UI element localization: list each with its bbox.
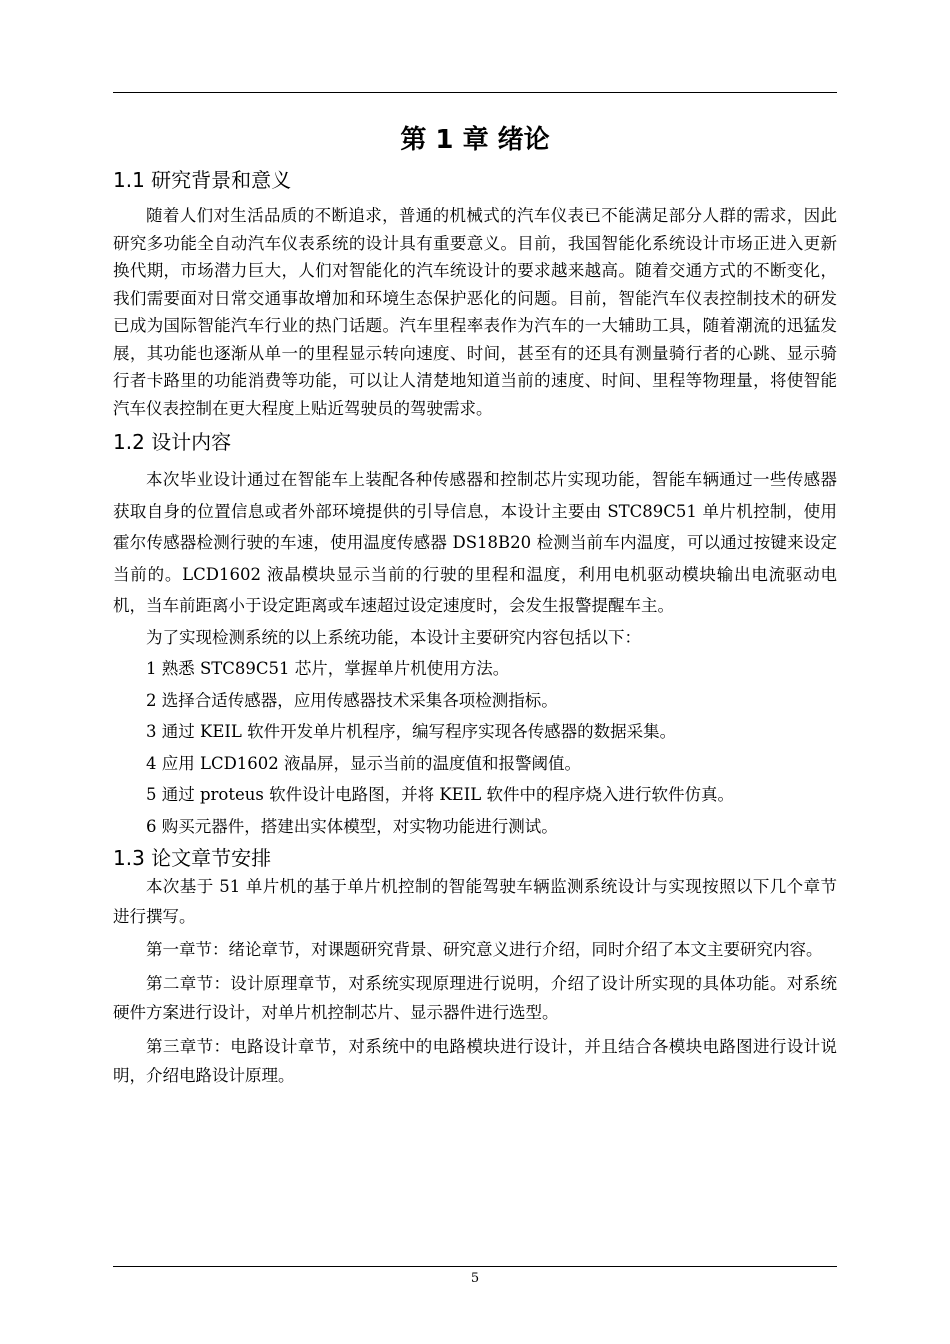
paragraph: 第三章节：电路设计章节，对系统中的电路模块进行设计，并且结合各模块电路图进行设计说明，介绍电路设计原理。 <box>113 1036 837 1085</box>
footer-rule <box>113 1266 837 1267</box>
list-item: 3 通过 KEIL 软件开发单片机程序，编写程序实现各传感器的数据采集。 <box>146 722 677 741</box>
paragraph: 随着人们对生活品质的不断追求，普通的机械式的汽车仪表已不能满足部分人群的需求，因此研究多功能全自动汽车仪表系统的设计具有重要意义。目前，我国智能化系统设计市场正进入更新换代期，市场潜力巨大，人们对智能化的汽车统设计的要求越来越高。随着交通方式的不断变化，我们需要面对日常交通事故增加和环境生态保护恶化的问题。目前，智能汽车仪表控制技术的研发已成为国际智能汽车行业的热门话题。汽车里程率表作为汽车的一大辅助工具，随着潮流的迅猛发展，其功能也逐渐从单一的里程显示转向速度、时间，甚至有的还具有测量骑行者的心跳、显示骑行者卡路里的功能消费等功能，可以让人清楚地知道当前的速度、时间、里程等物理量，将使智能汽车仪表控制在更大程度上贴近驾驶员的驾驶需求。 <box>113 206 837 418</box>
paragraph: 本次基于 51 单片机的基于单片机控制的智能驾驶车辆监测系统设计与实现按照以下几个章节进行撰写。 <box>113 877 837 926</box>
section-heading-1-1: 1.1 研究背景和意义 <box>113 168 292 192</box>
list-item: 6 购买元器件，搭建出实体模型，对实物功能进行测试。 <box>146 816 558 836</box>
paragraph: 为了实现检测系统的以上系统功能，本设计主要研究内容包括以下： <box>146 627 641 647</box>
paragraph: 第二章节：设计原理章节，对系统实现原理进行说明，介绍了设计所实现的具体功能。对系统硬件方案进行设计，对单片机控制芯片、显示器件进行选型。 <box>113 973 837 1022</box>
chapter-title: 第 1 章 绪论 <box>400 125 550 155</box>
list-item: 2 选择合适传感器，应用传感器技术采集各项检测指标。 <box>146 690 558 710</box>
header-rule <box>113 92 837 93</box>
paragraph: 本次毕业设计通过在智能车上装配各种传感器和控制芯片实现功能，智能车辆通过一些传感器获取自身的位置信息或者外部环境提供的引导信息，本设计主要由 STC89C51 单片机控制，使用霍尔传感器检测行驶的车速，使用温度传感器 DS18B20 检测当前车内温度，可以通过按键来设定当前的。LCD1602 液晶模块显示当前的行驶的里程和温度，利用电机驱动模块输出电流驱动电机，当车前距离小于设定距离或车速超过设定速度时，会发生报警提醒车主。 <box>113 470 837 615</box>
page-number: 5 <box>470 1271 480 1286</box>
section-heading-1-3: 1.3 论文章节安排 <box>113 846 272 870</box>
paragraph: 第一章节：绪论章节，对课题研究背景、研究意义进行介绍，同时介绍了本文主要研究内容。 <box>146 940 823 959</box>
list-item: 1 熟悉 STC89C51 芯片，掌握单片机使用方法。 <box>146 659 510 678</box>
page-body <box>113 120 837 1095</box>
list-item: 5 通过 proteus 软件设计电路图，并将 KEIL 软件中的程序烧入进行软件仿真。 <box>146 785 734 804</box>
list-item: 4 应用 LCD1602 液晶屏，显示当前的温度值和报警阈值。 <box>146 753 582 773</box>
section-heading-1-2: 1.2 设计内容 <box>113 430 232 454</box>
